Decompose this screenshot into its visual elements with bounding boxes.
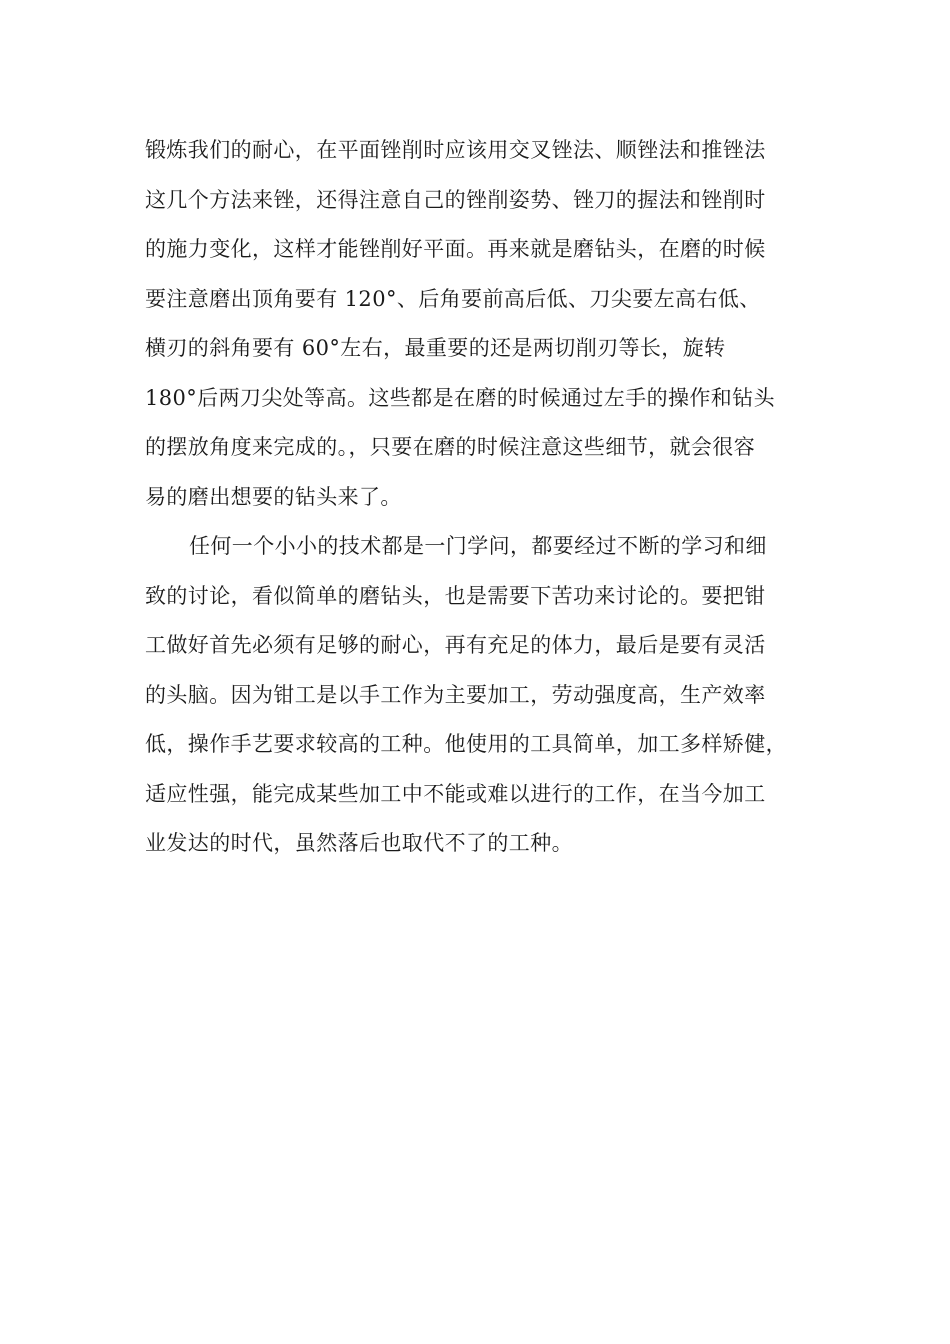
text-line: 易的磨出想要的钻头来了。 <box>145 484 402 509</box>
paragraph-1 <box>145 126 835 522</box>
text-line: 横刃的斜角要有 60°左右，最重要的还是两切削刃等长，旋转 <box>145 336 726 360</box>
text-line: 这几个方法来锉，还得注意自己的锉削姿势、锉刀的握法和锉削时 <box>145 187 766 212</box>
text-line: 要注意磨出顶角要有 120°、后角要前高后低、刀尖要左高右低、 <box>145 286 761 311</box>
text-line: 低，操作手艺要求较高的工种。他使用的工具简单，加工多样矫健， <box>145 732 787 756</box>
text-line: 锻炼我们的耐心，在平面锉削时应该用交叉锉法、顺锉法和推锉法 <box>145 138 766 162</box>
document-body <box>145 126 835 869</box>
paragraph-2 <box>145 522 835 869</box>
text-line: 适应性强，能完成某些加工中不能或难以进行的工作，在当今加工 <box>145 781 766 806</box>
text-line: 的头脑。因为钳工是以手工作为主要加工，劳动强度高，生产效率 <box>145 682 766 707</box>
text-line: 任何一个小小的技术都是一门学问，都要经过不断的学习和细 <box>189 534 767 558</box>
text-line: 的摆放角度来完成的。，只要在磨的时候注意这些细节，就会很容 <box>145 435 756 459</box>
text-line: 180°后两刀尖处等高。这些都是在磨的时候通过左手的操作和钻头 <box>145 385 775 410</box>
text-line: 致的讨论，看似简单的磨钻头，也是需要下苦功来讨论的。要把钳 <box>145 583 766 608</box>
text-line: 的施力变化，这样才能锉削好平面。再来就是磨钻头，在磨的时候 <box>145 237 766 261</box>
text-line: 工做好首先必须有足够的耐心，再有充足的体力，最后是要有灵活 <box>145 633 766 657</box>
text-line: 业发达的时代，虽然落后也取代不了的工种。 <box>145 831 573 855</box>
